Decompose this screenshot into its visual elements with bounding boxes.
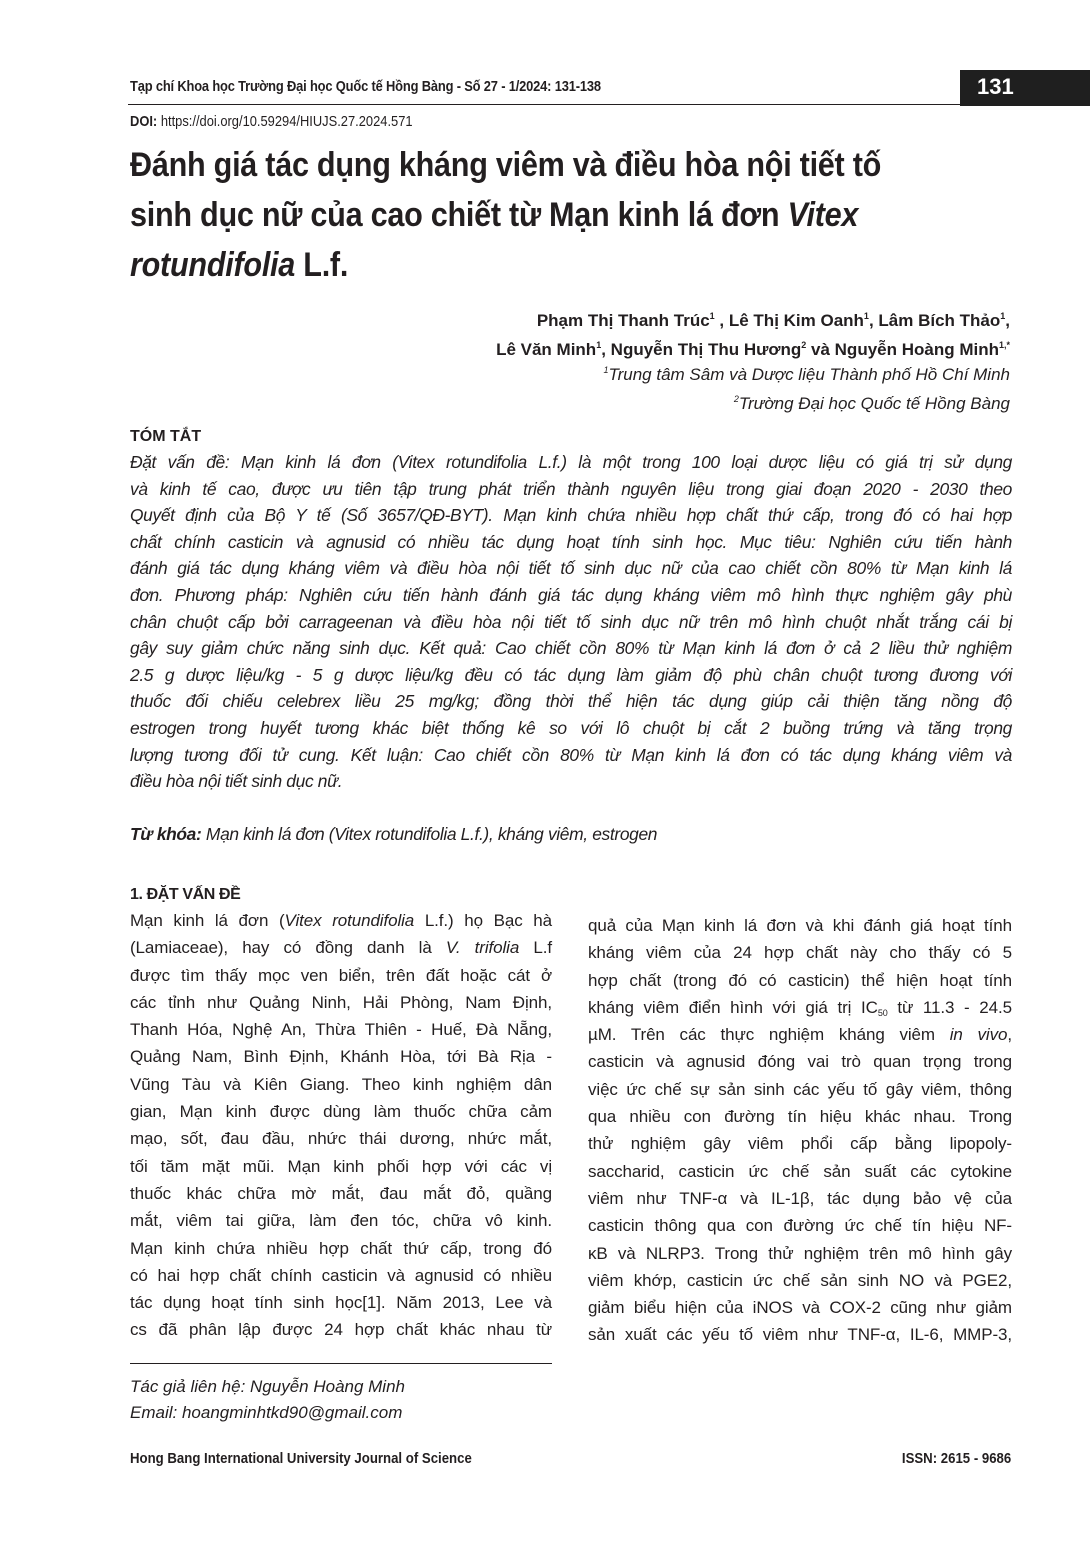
author-list <box>496 306 1010 364</box>
body-column-left <box>130 907 552 1344</box>
abstract-body <box>130 449 1012 795</box>
abstract-line: Quyết định của Bộ Y tế (Số 3657/QĐ-BYT). Mạn kinh chứa nhiều hợp chất thứ cấp, trong đó có hai hợp <box>130 505 1012 526</box>
title-text: sinh dục nữ của cao chiết từ Mạn kinh lá đơn <box>130 196 788 234</box>
affiliation <box>603 389 1010 418</box>
title-line-1: Đánh giá tác dụng kháng viêm và điều hòa nội tiết tố <box>130 146 882 184</box>
abstract-line: chân chuột cấp bởi carrageenan và điều hòa nội tiết tố sinh dục nữ trên mô hình chuột nhắt trắng cái bị <box>130 611 1012 632</box>
author-affiliation-mark: 1,* <box>998 340 1010 350</box>
keywords-label: Từ khóa: <box>130 824 202 844</box>
abstract-line: chất chính casticin và agnusid có nhiều tác dụng hoạt tính sinh học. Mục tiêu: Nghiên cứu tiến hành <box>130 531 1012 552</box>
body-line: saccharid, casticin ức chế sản suất các cytokine <box>588 1161 1012 1181</box>
title-species: rotundifolia <box>130 246 296 284</box>
body-line: tối tăm mặt mũi. Mạn kinh phối hợp với các vị <box>130 1156 552 1176</box>
doi-link[interactable]: https://doi.org/10.59294/HIUJS.27.2024.571 <box>157 113 413 130</box>
body-line: Quảng Nam, Bình Định, Khánh Hòa, tới Bà Rịa - <box>130 1047 552 1067</box>
abstract-line: lượng tương đối tử cung. Kết luận: Cao chiết cồn 80% từ Mạn kinh lá đơn có tác dụng kháng viêm và <box>130 744 1012 765</box>
body-line: giảm biểu hiện của iNOS và COX-2 cũng như giảm <box>588 1298 1012 1318</box>
author-separator: , <box>1005 311 1010 330</box>
body-line: viêm như TNF-α và IL-1β, tác dụng bảo vệ của <box>588 1188 1012 1208</box>
body-line: mạo, sốt, đau đầu, nhức thái dương, nhức mắt, <box>130 1129 552 1149</box>
body-line: casticin và agnusid đóng vai trò quan trọng trong <box>588 1052 1012 1072</box>
corresponding-author: Tác giả liên hệ: Nguyễn Hoàng Minh <box>130 1377 405 1396</box>
body-line: µM. Trên các thực nghiệm kháng viêm in vivo, <box>588 1025 1012 1045</box>
header-rule <box>128 104 960 105</box>
title-line-2 <box>130 190 940 240</box>
corresponding-email[interactable]: Email: hoangminhtkd90@gmail.com <box>130 1403 403 1422</box>
body-line: Mạn kinh chứa nhiều hợp chất thứ cấp, trong đó <box>130 1238 552 1258</box>
running-head: Tạp chí Khoa học Trường Đại học Quốc tế Hồng Bàng - Số 27 - 1/2024: 131-138 <box>130 78 601 95</box>
title-line-3 <box>130 240 940 290</box>
affiliation-mark: 2 <box>733 394 739 404</box>
abstract-line: đánh giá tác dụng kháng viêm và điều hòa nội tiết tố sinh dục nữ của cao chiết cồn 80% từ Mạn kinh lá <box>130 558 1012 579</box>
correspondence <box>130 1374 405 1426</box>
title-authority: L.f. <box>295 246 349 284</box>
affiliation-text: Trung tâm Sâm và Dược liệu Thành phố Hồ Chí Minh <box>608 365 1010 384</box>
body-line: sản xuất các yếu tố viêm như TNF-α, IL-6, MMP-3, <box>588 1325 1012 1345</box>
abstract-line: đơn. Phương pháp: Nghiên cứu tiến hành đánh giá tác dụng kháng viêm mô hình thực nghiệm gây phù <box>130 584 1012 605</box>
body-line: được tìm thấy mọc ven biển, trên đất hoặc cát ở <box>130 965 552 985</box>
page-number: 131 <box>977 74 1014 99</box>
affiliations <box>603 360 1010 418</box>
author-affiliation-mark: 1 <box>863 311 869 321</box>
abstract-line: và kinh tế cao, được ưu tiên tập trung phát triển thành nguyên liệu trong giai đoạn 2020 - 2030 theo <box>130 478 1012 499</box>
author-separator: , <box>714 311 729 330</box>
footer-journal: Hong Bang International University Journal of Science <box>130 1450 472 1467</box>
article-title <box>130 140 940 290</box>
author-separator: và <box>806 340 835 359</box>
footnote-rule <box>130 1363 552 1364</box>
body-line: Vũng Tàu và Kiên Giang. Theo kinh nghiệm dân <box>130 1074 552 1094</box>
body-column-right <box>588 912 1012 1349</box>
author-affiliation-mark: 2 <box>801 340 807 350</box>
body-line: qua nhiều con đường tín hiệu khác nhau. Trong <box>588 1107 1012 1127</box>
abstract-line: thuốc đối chiếu celebrex liều 25 mg/kg; đồng thời thể hiện tác dụng giúp cải thiện tăng nồng độ <box>130 691 1012 712</box>
body-line: việc ức chế sự sản sinh các yếu tố gây viêm, thông <box>588 1079 1012 1099</box>
body-line: các tỉnh như Quảng Ninh, Hải Phòng, Nam Định, <box>130 992 552 1012</box>
author-name: Phạm Thị Thanh Trúc <box>536 311 710 330</box>
body-line: kháng viêm của 24 hợp chất này cho thấy có 5 <box>588 943 1012 963</box>
title-genus: Vitex <box>787 196 859 234</box>
author-name: Lâm Bích Thảo <box>878 311 1001 330</box>
affiliation <box>603 360 1010 389</box>
body-line: gian, Mạn kinh được dùng làm thuốc chữa cảm <box>130 1102 552 1122</box>
body-line: Thanh Hóa, Nghệ An, Thừa Thiên - Huế, Đà Nẵng, <box>130 1020 552 1040</box>
body-line: cs đã phân lập được 24 hợp chất khác nhau từ <box>130 1320 552 1340</box>
body-line: viêm khớp, casticin ức chế sản sinh NO và PGE2, <box>588 1270 1012 1290</box>
author-affiliation-mark: 1 <box>596 340 602 350</box>
author-affiliation-mark: 1 <box>1000 311 1006 321</box>
body-line: kháng viêm điển hình với giá trị $IC_{50}$ từ 11.3 - 24.5 <box>588 997 1012 1018</box>
body-line: hợp chất (trong đó có casticin) thể hiện hoạt tính <box>588 970 1012 990</box>
abstract-line: điều hòa nội tiết sinh dục nữ. <box>130 771 343 792</box>
abstract-line: estrogen trong huyết tương khác biệt thống kê so với lô chuột bị cắt 2 buồng trứng và tăng trọng <box>130 717 1012 738</box>
body-line: tác dụng hoạt tính sinh học[1]. Năm 2013, Lee và <box>130 1293 552 1313</box>
body-line: (Lamiaceae), hay có đồng danh là V. trifolia L.f <box>130 938 552 958</box>
affiliation-text: Trường Đại học Quốc tế Hồng Bàng <box>738 394 1010 413</box>
affiliation-mark: 1 <box>603 365 609 375</box>
author-separator: , <box>868 311 879 330</box>
author-name: Lê Thị Kim Oanh <box>728 311 864 330</box>
abstract-heading: TÓM TẮT <box>130 428 202 445</box>
body-line: thử nghiệm gây viêm phổi cấp bằng lipopoly- <box>588 1134 1012 1154</box>
doi-line <box>130 113 413 130</box>
author-line-1 <box>496 306 1010 335</box>
author-affiliation-mark: 1 <box>709 311 715 321</box>
section-heading: 1. ĐẶT VẤN ĐỀ <box>130 886 241 903</box>
body-line: mắt, viêm tai giữa, làm đen tóc, chữa vô kinh. <box>130 1211 552 1231</box>
footer-issn: ISSN: 2615 - 9686 <box>901 1450 1011 1467</box>
body-line: thuốc khác chữa mờ mắt, đau mắt đỏ, quầng <box>130 1183 552 1203</box>
body-line: casticin thông qua con đường ức chế tín hiệu NF- <box>588 1216 1012 1236</box>
body-line: quả của Mạn kinh lá đơn và khi đánh giá hoạt tính <box>588 916 1012 935</box>
abstract-line: gây suy giảm chức năng sinh dục. Kết quả: Cao chiết cồn 80% từ Mạn kinh lá đơn ở cả 2 liều thử nghiệm <box>130 638 1012 659</box>
body-line: Mạn kinh lá đơn (Vitex rotundifolia L.f.) họ Bạc hà <box>130 911 553 930</box>
body-line: κB và NLRP3. Trong thử nghiệm trên mô hình gây <box>588 1243 1012 1263</box>
author-separator: , <box>601 340 611 359</box>
abstract-line: 2.5 g dược liệu/kg - 5 g dược liệu/kg đều có tác dụng làm giảm độ phù chân chuột tương đương với <box>130 664 1012 685</box>
author-name: Nguyễn Thị Thu Hương <box>610 340 802 359</box>
author-name: Lê Văn Minh <box>496 340 597 359</box>
author-name: Nguyễn Hoàng Minh <box>834 340 999 359</box>
keywords <box>130 824 657 845</box>
keywords-text: Mạn kinh lá đơn (Vitex rotundifolia L.f.), kháng viêm, estrogen <box>201 824 658 844</box>
doi-label: DOI: <box>130 113 158 130</box>
body-line: có hai hợp chất chính casticin và agnusid có nhiều <box>130 1265 552 1285</box>
abstract-line: Đặt vấn đề: Mạn kinh lá đơn (Vitex rotundifolia L.f.) là một trong 100 loại dược liệu có giá trị sử dụng <box>130 452 1012 472</box>
